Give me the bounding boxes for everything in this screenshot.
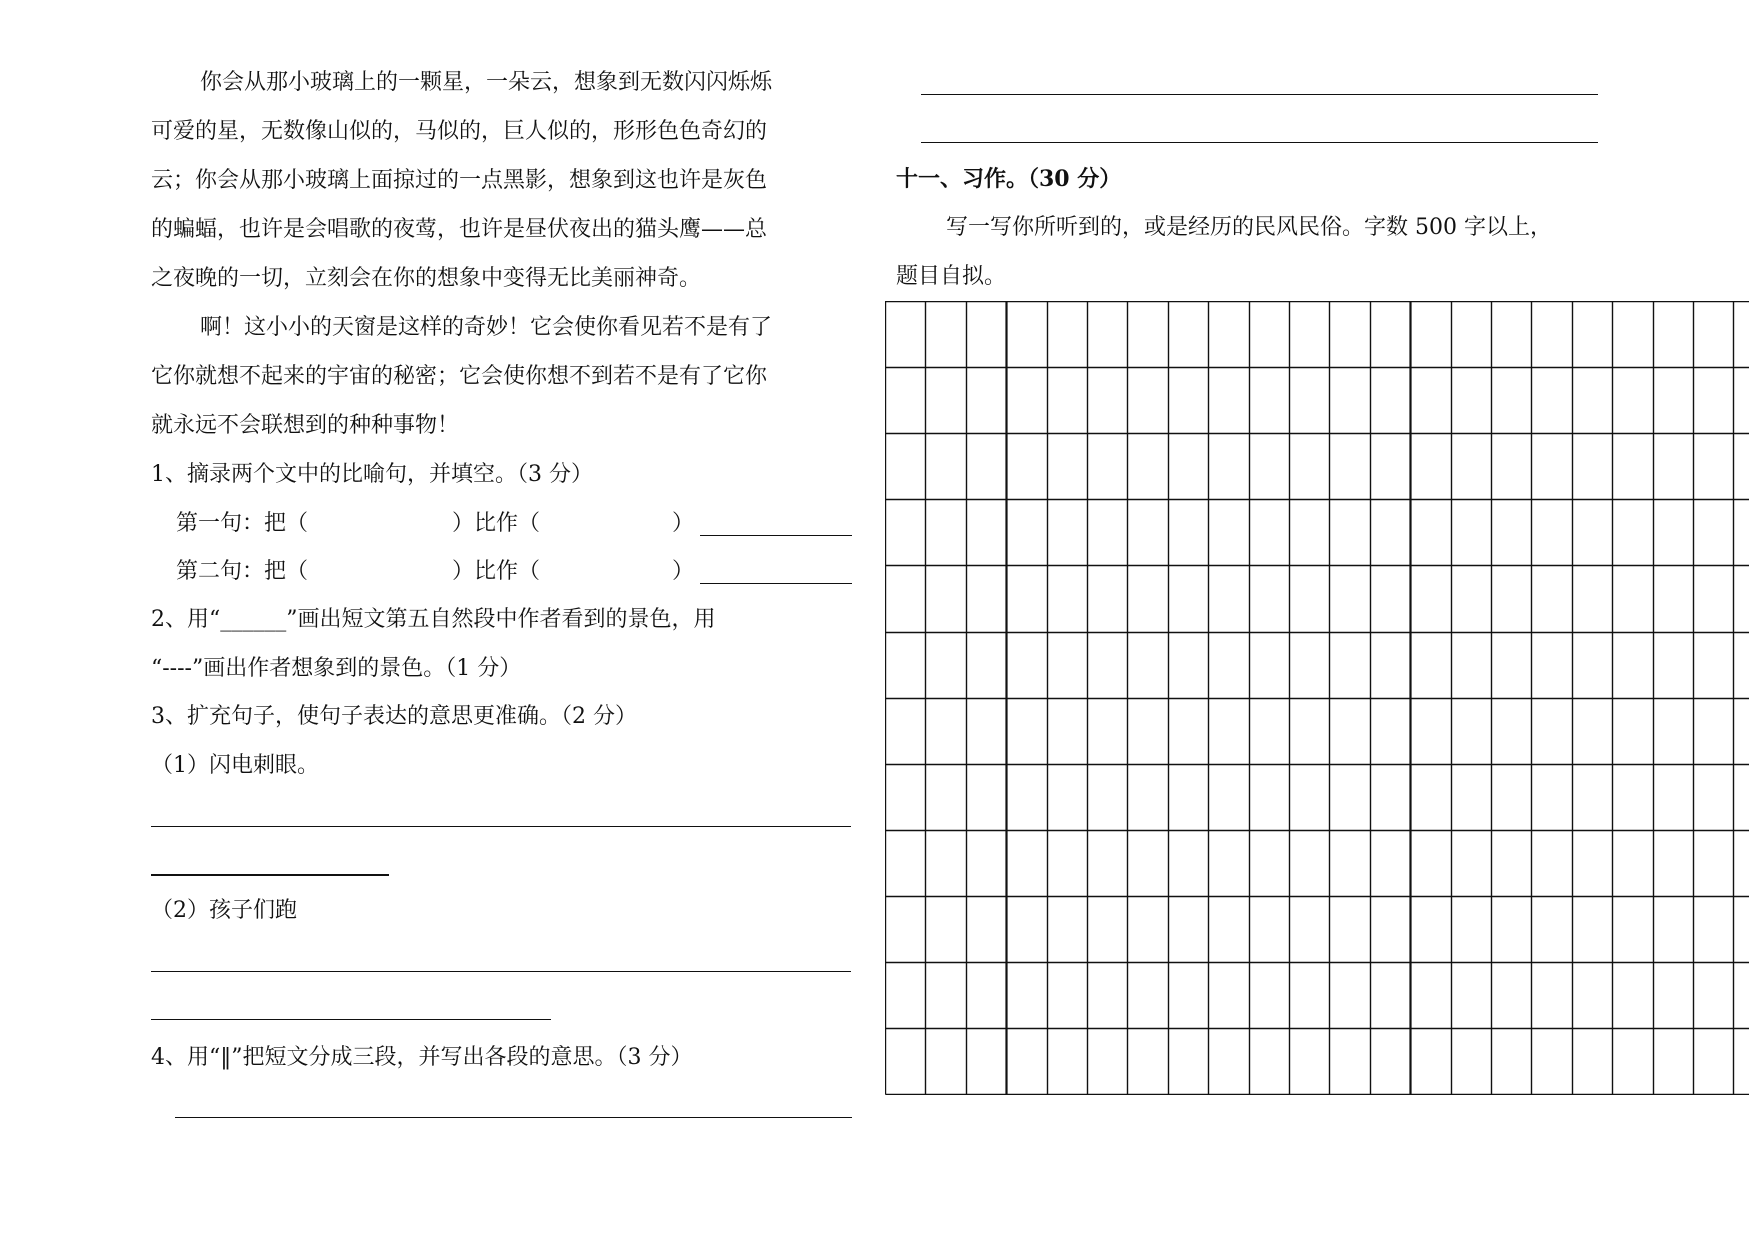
q1-sentence2-mid: ）比作（ (452, 559, 541, 584)
question-1-text: 1、摘录两个文中的比喻句，并填空。（3 分） (151, 462, 593, 487)
passage-line: 的蝙蝠，也许是会唱歌的夜莺，也许是昼伏夜出的猫头鹰——总 (151, 217, 768, 242)
q1-sentence1-mid: ）比作（ (452, 511, 541, 536)
composition-prompt-line2: 题目自拟。 (896, 264, 1007, 289)
composition-heading: 十一、习作。（30 分） (896, 166, 1122, 192)
q1-sentence1-close: ） (672, 511, 695, 536)
answer-line-top-1[interactable] (921, 94, 1598, 95)
writing-grid[interactable] (885, 301, 1749, 1095)
q1-sentence1-answer-line[interactable] (700, 535, 852, 536)
q1-sentence2-label: 第二句：把（ (176, 559, 309, 584)
q1-sentence2-close: ） (672, 559, 695, 584)
passage-line: 啊！这小小的天窗是这样的奇妙！它会使你看见若不是有了 (200, 315, 773, 340)
composition-prompt-line1: 写一写你所听到的，或是经历的民风民俗。字数 500 字以上， (946, 215, 1552, 240)
q1-sentence1-label: 第一句：把（ (176, 511, 309, 536)
passage-line: 你会从那小玻璃上的一颗星，一朵云，想象到无数闪闪烁烁 (200, 70, 773, 95)
question-3-item2: （2）孩子们跑 (151, 898, 297, 923)
passage-line: 就永远不会联想到的种种事物！ (151, 413, 460, 438)
question-3-text: 3、扩充句子，使句子表达的意思更准确。（2 分） (151, 704, 637, 729)
passage-line: 它你就想不起来的宇宙的秘密；它会使你想不到若不是有了它你 (151, 364, 768, 389)
question-3-item1: （1）闪电刺眼。 (151, 753, 319, 778)
q4-answer-line[interactable] (175, 1117, 852, 1118)
question-2-line2: “----”画出作者想象到的景色。（1 分） (151, 656, 522, 681)
passage-line: 可爱的星，无数像山似的，马似的，巨人似的，形形色色奇幻的 (151, 119, 768, 144)
q1-sentence2-answer-line[interactable] (700, 583, 852, 584)
q3-item1-answer-line[interactable] (151, 826, 851, 827)
question-4-text: 4、用“‖”把短文分成三段，并写出各段的意思。（3 分） (151, 1045, 693, 1070)
q3-item2-answer-line[interactable] (151, 971, 851, 972)
passage-line: 之夜晚的一切，立刻会在你的想象中变得无比美丽神奇。 (151, 266, 702, 291)
answer-line-top-2[interactable] (921, 142, 1598, 143)
passage-line: 云；你会从那小玻璃上面掠过的一点黑影，想象到这也许是灰色 (151, 168, 768, 193)
q3-item1-answer-line-short[interactable] (151, 874, 389, 876)
question-2-line1: 2、用“______”画出短文第五自然段中作者看到的景色，用 (151, 607, 716, 632)
q3-item2-answer-line-short[interactable] (151, 1019, 551, 1020)
